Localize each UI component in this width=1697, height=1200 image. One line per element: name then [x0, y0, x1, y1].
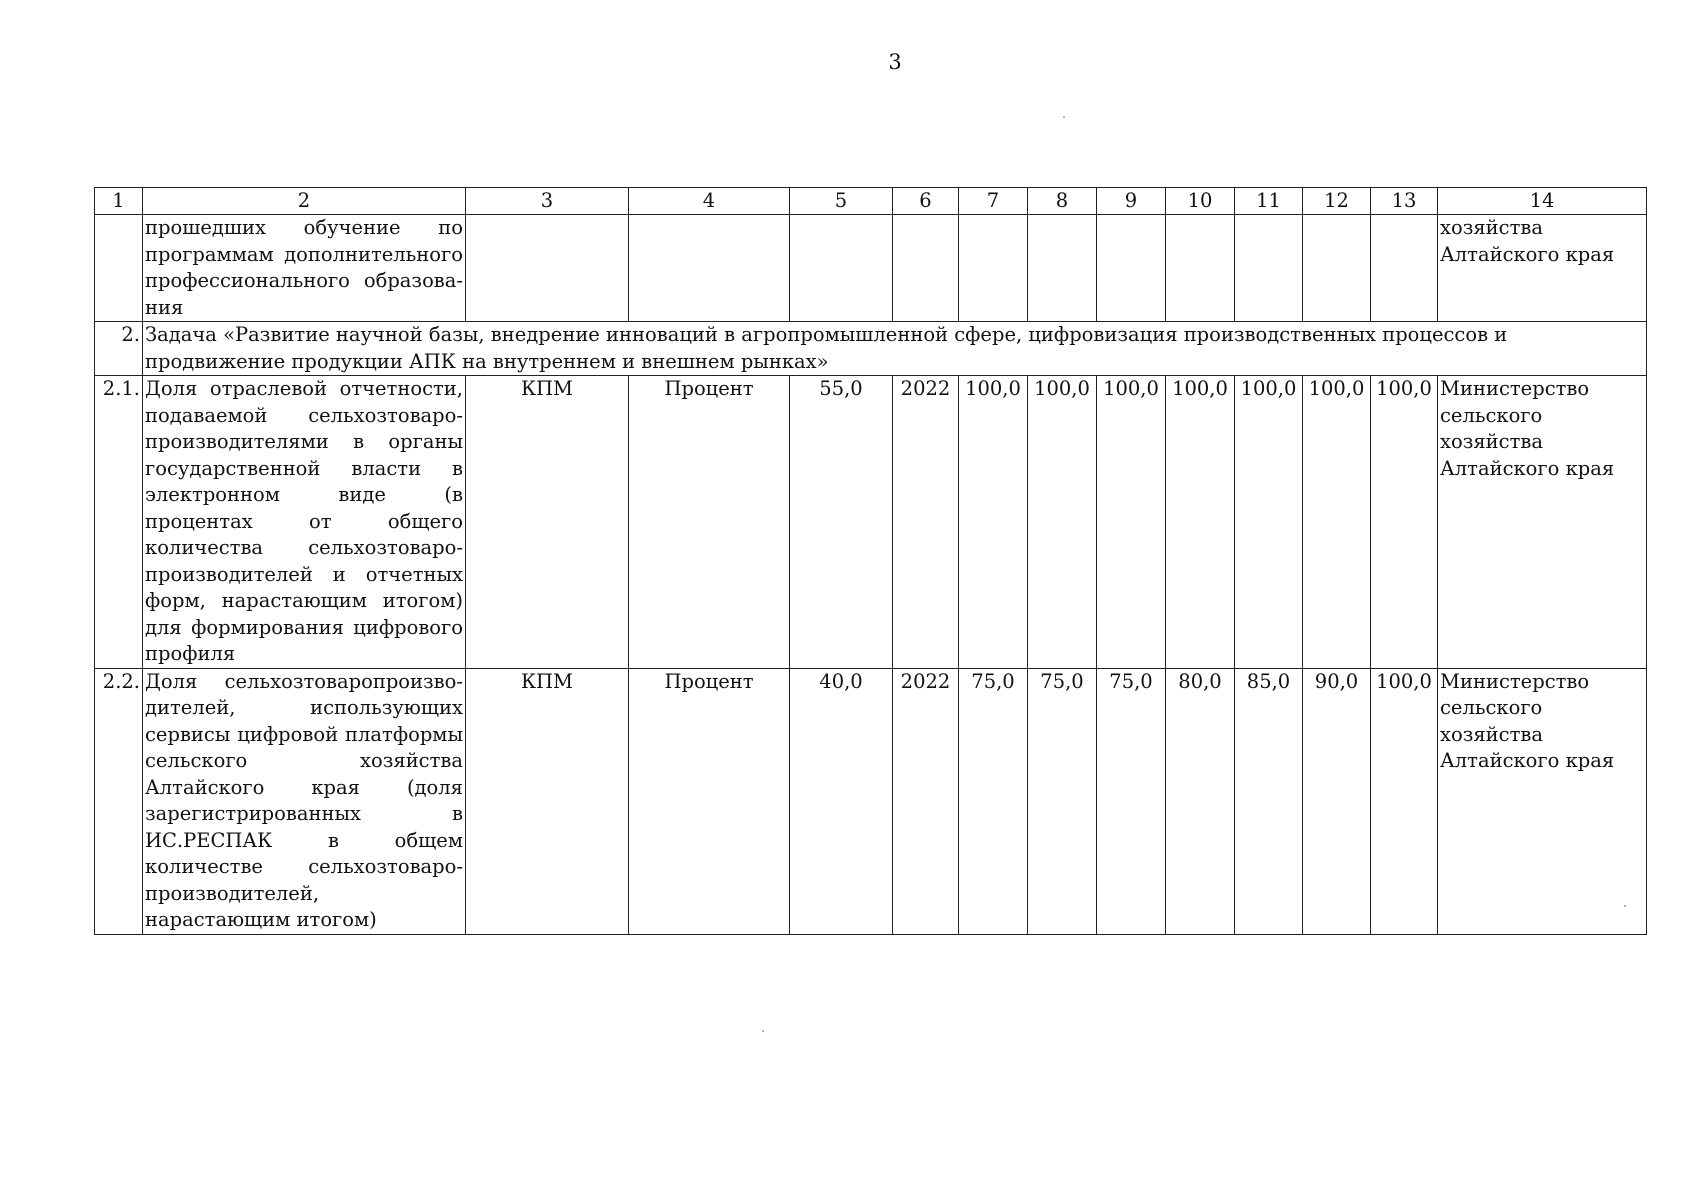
cell-base-year — [893, 215, 959, 322]
cell-task-index: 2. — [95, 322, 143, 376]
header-col-8: 8 — [1028, 188, 1097, 215]
cell-value — [959, 215, 1028, 322]
header-col-7: 7 — [959, 188, 1028, 215]
header-col-5: 5 — [790, 188, 893, 215]
cell-value: 75,0 — [1097, 668, 1166, 934]
header-col-13: 13 — [1371, 188, 1438, 215]
table-row-continuation — [95, 215, 1647, 322]
cell-value — [1097, 215, 1166, 322]
scan-speck — [1624, 905, 1626, 907]
header-col-4: 4 — [629, 188, 790, 215]
scan-speck — [762, 1030, 764, 1032]
cell-value: 100,0 — [1371, 376, 1438, 669]
page-number: 3 — [888, 50, 902, 74]
cell-responsible: хозяйства Алтайского края — [1438, 215, 1647, 322]
header-col-14: 14 — [1438, 188, 1647, 215]
header-col-11: 11 — [1235, 188, 1303, 215]
cell-value: 85,0 — [1235, 668, 1303, 934]
cell-base-value — [790, 215, 893, 322]
cell-unit: Процент — [629, 668, 790, 934]
header-col-12: 12 — [1303, 188, 1371, 215]
scan-speck — [1063, 116, 1065, 118]
cell-unit: Процент — [629, 376, 790, 669]
cell-value: 100,0 — [1028, 376, 1097, 669]
cell-indicator-name: прошедших обучение по программам дополнительного профессионального образова-ния — [143, 215, 466, 322]
cell-unit — [629, 215, 790, 322]
header-col-9: 9 — [1097, 188, 1166, 215]
cell-base-value: 40,0 — [790, 668, 893, 934]
cell-index: 2.1. — [95, 376, 143, 669]
cell-responsible: Министерство сельского хозяйства Алтайского края — [1438, 668, 1647, 934]
header-col-3: 3 — [466, 188, 629, 215]
cell-index: 2.2. — [95, 668, 143, 934]
table-row — [95, 668, 1647, 934]
cell-value — [1371, 215, 1438, 322]
cell-base-year: 2022 — [893, 376, 959, 669]
cell-type: КПМ — [466, 376, 629, 669]
header-col-1: 1 — [95, 188, 143, 215]
cell-value — [1303, 215, 1371, 322]
cell-indicator-name: Доля сельхозтоваропроизво-дителей, использующих сервисы цифровой платформы сельского хозяйства Алтайского края (доля зарегистрированных в ИС.РЕСПАК в общем количестве сельхозтоваро-производителей, нарастающим итогом) — [143, 668, 466, 934]
cell-indicator-name: Доля отраслевой отчетности, подаваемой сельхозтоваро-производителями в органы государственной власти в электронном виде (в процентах от общего количества сельхозтоваро-производителей и отчетных форм, нарастающим итогом) для формирования цифрового профиля — [143, 376, 466, 669]
cell-value: 100,0 — [1235, 376, 1303, 669]
cell-task-text: Задача «Развитие научной базы, внедрение инноваций в агропромышленной сфере, цифровизация производственных процессов и продвижение продукции АПК на внутреннем и внешнем рынках» — [143, 322, 1647, 376]
cell-base-value: 55,0 — [790, 376, 893, 669]
cell-value: 100,0 — [1166, 376, 1235, 669]
cell-value: 100,0 — [1303, 376, 1371, 669]
cell-value — [1235, 215, 1303, 322]
cell-value: 80,0 — [1166, 668, 1235, 934]
cell-type — [466, 215, 629, 322]
table-row — [95, 376, 1647, 669]
cell-value: 100,0 — [1097, 376, 1166, 669]
header-col-10: 10 — [1166, 188, 1235, 215]
cell-value — [1166, 215, 1235, 322]
indicator-table — [94, 187, 1647, 935]
table-header-row — [95, 188, 1647, 215]
cell-responsible: Министерство сельского хозяйства Алтайского края — [1438, 376, 1647, 669]
cell-value: 100,0 — [959, 376, 1028, 669]
header-col-2: 2 — [143, 188, 466, 215]
cell-type: КПМ — [466, 668, 629, 934]
cell-value: 100,0 — [1371, 668, 1438, 934]
cell-base-year: 2022 — [893, 668, 959, 934]
cell-value — [1028, 215, 1097, 322]
cell-value: 90,0 — [1303, 668, 1371, 934]
header-col-6: 6 — [893, 188, 959, 215]
cell-index — [95, 215, 143, 322]
cell-value: 75,0 — [1028, 668, 1097, 934]
cell-value: 75,0 — [959, 668, 1028, 934]
table-row-task — [95, 322, 1647, 376]
